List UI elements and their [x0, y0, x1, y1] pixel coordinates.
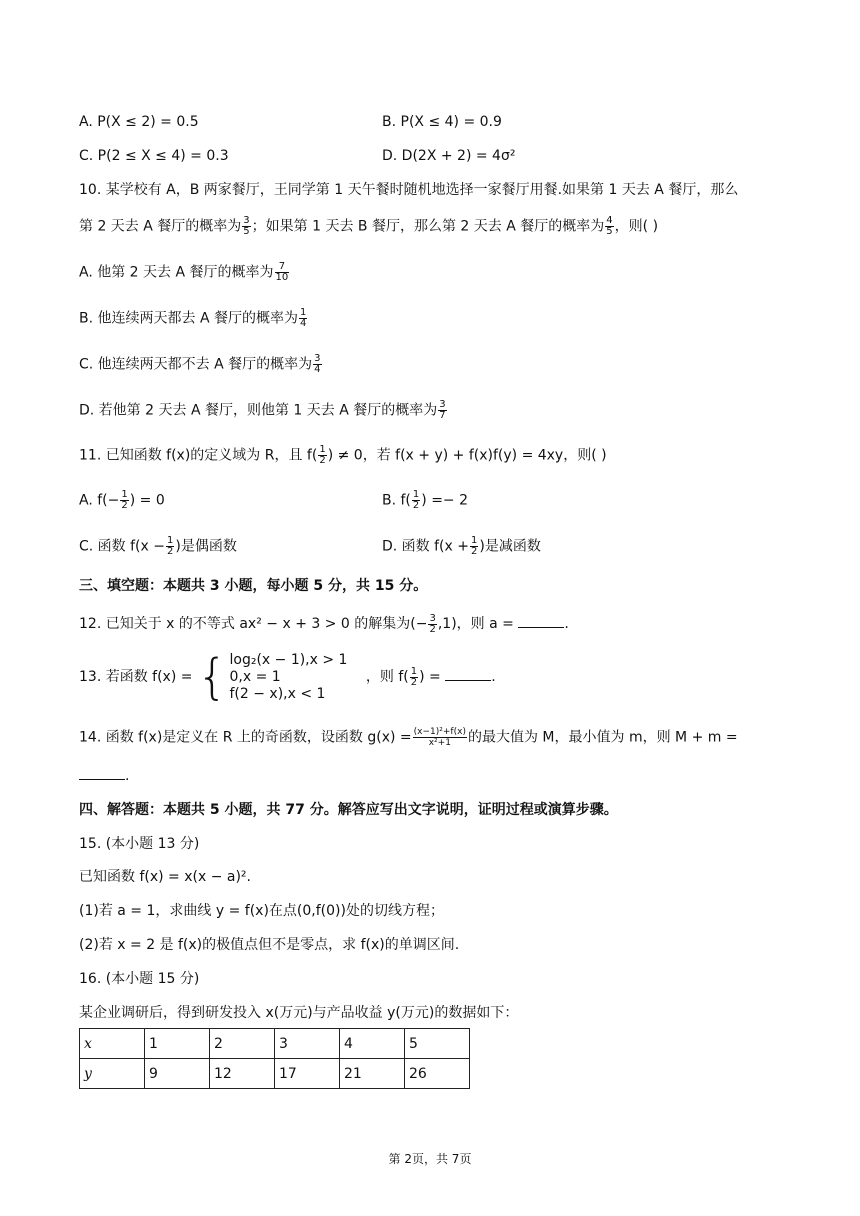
q10-stem-text-a: 第 2 天去 A 餐厅的概率为 [79, 218, 242, 235]
q14-answer-line [79, 765, 129, 786]
q11-stem-a: 11. 已知函数 f(x)的定义域为 R，且 f( [79, 447, 318, 464]
q14-text-a: 14. 函数 f(x)是定义在 R 上的奇函数，设函数 g(x) = [79, 729, 412, 746]
q11-stem [79, 445, 607, 466]
table-cell: 5 [405, 1029, 470, 1059]
q11-option-c-pre: C. 函数 f(x − [79, 538, 165, 555]
table-cell: 1 [145, 1029, 210, 1059]
q13-text-b: ，则 f( [365, 669, 409, 685]
q10-f2-num: 4 [606, 215, 613, 226]
q10-option-b [79, 308, 308, 329]
q11-stem-num: 1 [319, 444, 326, 455]
q10-stem-text-c: ，则( ) [614, 218, 659, 235]
q12-text-c: . [564, 616, 569, 632]
table-cell: 9 [145, 1059, 210, 1089]
q10-option-a-num: 7 [275, 262, 290, 273]
q12-num: 3 [429, 612, 436, 624]
q10-f1-num: 3 [243, 215, 250, 226]
q16-line-1: 某企业调研后，得到研发投入 x(万元)与产品收益 y(万元)的数据如下： [79, 1005, 519, 1021]
q13-case-3: f(2 − x),x < 1 [229, 685, 326, 702]
q10-f2-den: 5 [606, 226, 613, 237]
q11-option-d-pre: D. 函数 f(x + [382, 538, 469, 555]
q11-option-c-den: 2 [166, 546, 174, 557]
table-cell: 2 [210, 1029, 275, 1059]
q10-option-c-den: 4 [314, 364, 321, 375]
q11-stem-b: ) ≠ 0，若 f(x + y) + f(x)f(y) = 4xy，则( ) [327, 447, 607, 464]
section-4-heading: 四、解答题：本题共 5 小题，共 77 分。解答应写出文字说明，证明过程或演算步骤。 [79, 802, 618, 818]
table-cell: 12 [210, 1059, 275, 1089]
table-cell: x [80, 1029, 145, 1059]
table-cell: 21 [340, 1059, 405, 1089]
q12-den: 2 [429, 623, 436, 635]
q10-f1-den: 5 [243, 226, 250, 237]
q9-option-b: B. P(X ≤ 4) = 0.9 [382, 114, 502, 130]
q10-stem-line2 [79, 216, 658, 237]
table-row-x [80, 1029, 470, 1059]
q13-text-c: ) = [419, 669, 441, 685]
q11-option-a [79, 490, 165, 511]
q13 [79, 650, 496, 704]
q11-option-a-fraction [120, 490, 128, 511]
table-cell: 26 [405, 1059, 470, 1089]
q11-option-d-fraction [470, 536, 478, 557]
page-footer: 第 2页，共 7页 [388, 1152, 472, 1166]
table-row-y [80, 1059, 470, 1089]
q11-option-a-num: 1 [121, 489, 128, 500]
q11-option-d-post: )是减函数 [479, 538, 541, 555]
section-3-heading: 三、填空题：本题共 3 小题，每小题 5 分，共 15 分。 [79, 578, 428, 594]
q11-stem-fraction [318, 445, 326, 466]
table-cell: 17 [275, 1059, 340, 1089]
q13-fraction [410, 667, 418, 688]
q16-data-table [79, 1028, 470, 1089]
q10-option-d [79, 400, 448, 421]
q11-stem-den: 2 [319, 455, 326, 466]
q10-option-a-den: 10 [275, 272, 289, 283]
q11-option-c-post: )是偶函数 [175, 538, 237, 555]
q9-option-d: D. D(2X + 2) = 4σ² [382, 148, 516, 164]
q10-stem-text-b: ；如果第 1 天去 B 餐厅，那么第 2 天去 A 餐厅的概率为 [251, 218, 605, 235]
q11-option-d-num: 1 [471, 535, 478, 546]
q14-den: x²+1 [428, 738, 451, 748]
q14-fraction [413, 727, 467, 748]
q11-option-a-pre: A. f(− [79, 492, 120, 509]
q10-option-b-den: 4 [299, 318, 307, 329]
table-cell: 4 [340, 1029, 405, 1059]
q10-option-a [79, 262, 290, 283]
q14 [79, 727, 738, 748]
q13-num: 1 [410, 665, 418, 677]
q14-text-c: . [125, 768, 130, 784]
q12-fraction [428, 614, 436, 635]
q15-heading: 15. (本小题 13 分) [79, 836, 200, 852]
q14-answer-blank [79, 765, 125, 780]
q10-option-d-text: D. 若他第 2 天去 A 餐厅，则他第 1 天去 A 餐厅的概率为 [79, 402, 438, 419]
q11-option-b-fraction [412, 490, 420, 511]
q13-text-a: 13. 若函数 f(x) = [79, 669, 193, 685]
q11-option-d-den: 2 [471, 546, 478, 557]
q10-option-d-num: 3 [439, 399, 446, 410]
q13-answer-blank [445, 666, 491, 681]
q12-text-a: 12. 已知关于 x 的不等式 ax² − x + 3 > 0 的解集为(− [79, 616, 428, 632]
q9-option-a: A. P(X ≤ 2) = 0.5 [79, 114, 199, 130]
piecewise-brace: { [196, 649, 228, 705]
q15-line-3: (2)若 x = 2 是 f(x)的极值点但不是零点，求 f(x)的单调区间. [79, 937, 460, 953]
table-cell: 3 [275, 1029, 340, 1059]
q14-num: (x−1)²+f(x) [413, 727, 466, 737]
q15-line-2: (1)若 a = 1，求曲线 y = f(x)在点(0,f(0))处的切线方程； [79, 903, 444, 919]
q10-fraction-1 [242, 216, 250, 237]
q10-option-a-text: A. 他第 2 天去 A 餐厅的概率为 [79, 264, 274, 281]
q10-fraction-2 [605, 216, 613, 237]
q9-option-c: C. P(2 ≤ X ≤ 4) = 0.3 [79, 148, 229, 164]
q11-option-a-den: 2 [121, 500, 128, 511]
q10-option-b-num: 1 [299, 307, 307, 318]
q11-option-b-pre: B. f( [382, 492, 411, 509]
q13-case-1: log₂(x − 1),x > 1 [229, 651, 348, 668]
q13-cases [229, 652, 347, 703]
q11-option-c [79, 536, 237, 557]
q10-option-d-den: 7 [439, 410, 446, 421]
q10-option-a-fraction [275, 262, 290, 283]
q11-option-c-fraction [166, 536, 174, 557]
q11-option-b-post: ) =− 2 [421, 492, 469, 509]
q10-option-c-text: C. 他连续两天都不去 A 餐厅的概率为 [79, 356, 313, 373]
q11-option-b-num: 1 [412, 489, 420, 500]
q11-option-a-post: ) = 0 [129, 492, 165, 509]
q14-text-b: 的最大值为 M，最小值为 m，则 M + m = [467, 729, 738, 746]
q11-option-c-num: 1 [166, 535, 174, 546]
q12-answer-blank [518, 613, 564, 628]
q10-option-c-fraction [313, 354, 321, 375]
q10-option-b-fraction [299, 308, 307, 329]
q10-option-d-fraction [438, 400, 446, 421]
q10-stem-line1: 10. 某学校有 A，B 两家餐厅，王同学第 1 天午餐时随机地选择一家餐厅用餐.如果第 1 天去 A 餐厅，那么 [79, 182, 739, 198]
table-cell: y [80, 1059, 145, 1089]
q10-option-c [79, 354, 323, 375]
q10-option-b-text: B. 他连续两天都去 A 餐厅的概率为 [79, 310, 298, 327]
q11-option-b-den: 2 [412, 500, 420, 511]
q12-text-b: ,1)，则 a = [437, 616, 514, 632]
q12 [79, 613, 569, 635]
q11-option-b [382, 490, 468, 511]
q10-option-c-num: 3 [314, 353, 321, 364]
q13-text-d: . [491, 669, 496, 685]
q11-option-d [382, 536, 541, 557]
q13-den: 2 [410, 676, 418, 688]
q15-line-1: 已知函数 f(x) = x(x − a)². [79, 869, 251, 885]
q13-case-2: 0,x = 1 [229, 668, 281, 685]
q16-heading: 16. (本小题 15 分) [79, 971, 200, 987]
